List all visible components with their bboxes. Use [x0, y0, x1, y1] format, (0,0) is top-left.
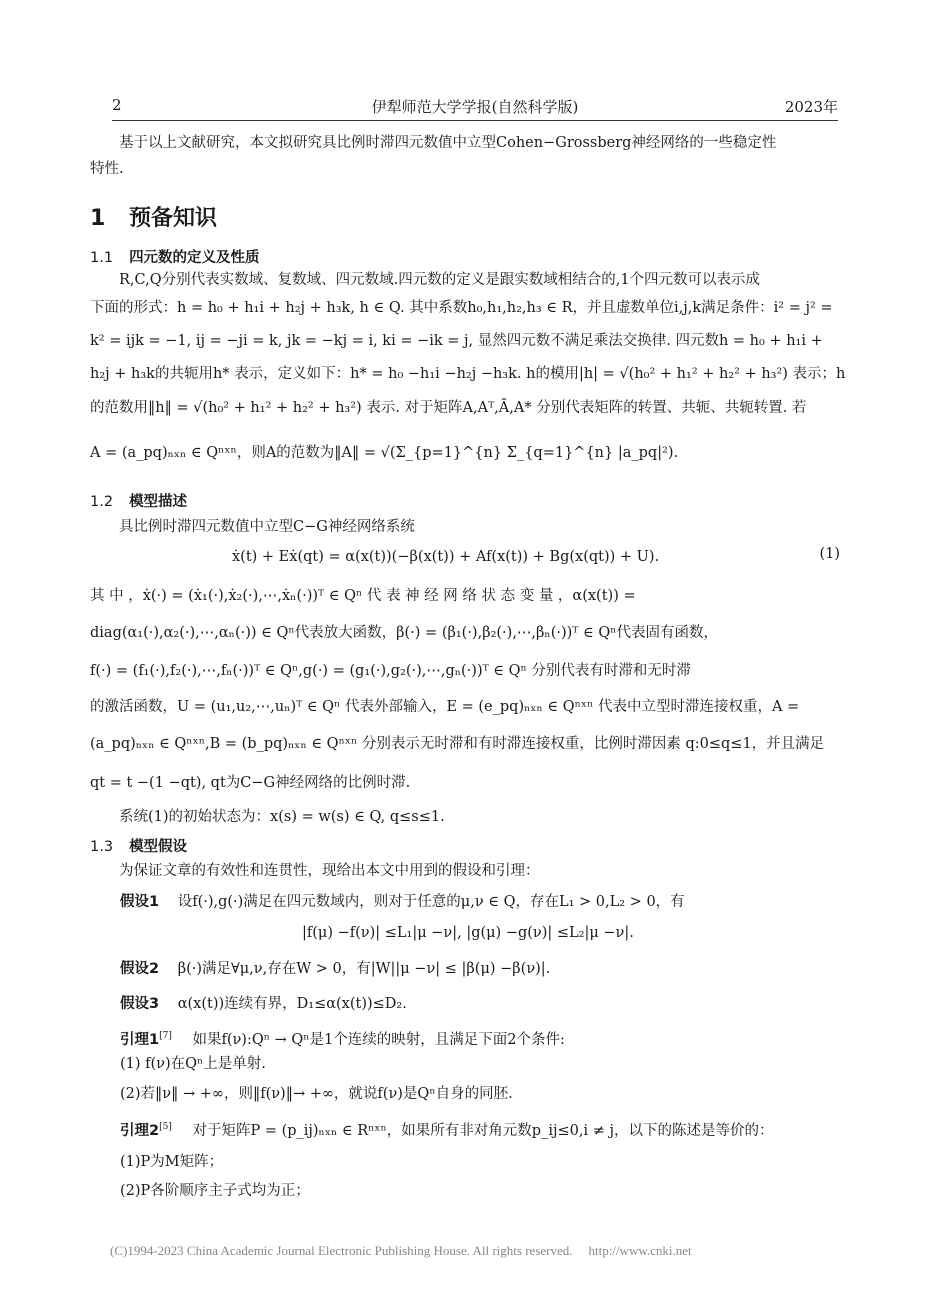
assumption-2	[90, 958, 860, 981]
lemma-2-condition-2: (2)P各阶顺序主子式均为正；	[120, 1183, 310, 1199]
model-line-4: 的激活函数，U = (u₁,u₂,⋯,uₙ)ᵀ ∈ Qⁿ 代表外部输入，E = (e_pq)ₙₓₙ ∈ Qⁿˣⁿ 代表中立型时滞连接权重，A =	[90, 699, 800, 715]
lemma-1-condition-2: (2)若‖ν‖ → +∞，则‖f(ν)‖→ +∞，就说f(ν)是Qⁿ自身的同胚.	[120, 1086, 513, 1102]
model-line-2: diag(α₁(·),α₂(·),⋯,αₙ(·)) ∈ Qⁿ代表放大函数，β(·) = (β₁(·),β₂(·),⋯,βₙ(·))ᵀ ∈ Qⁿ代表固有函数，	[90, 625, 718, 641]
lemma-2-citation: [5]	[159, 1122, 172, 1132]
lemma-2-label: 引理2	[120, 1122, 160, 1139]
assumption-1-formula: |f(μ) −f(ν)| ≤L₁|μ −ν|, |g(μ) −g(ν)| ≤L₂|μ −ν|.	[302, 925, 634, 941]
matrix-norm-line: A = (a_pq)ₙₓₙ ∈ Qⁿˣⁿ，则A的范数为‖A‖ = √(Σ_{p=1}^{n} Σ_{q=1}^{n} |a_pq|²).	[90, 445, 679, 461]
footer-url: http://www.cnki.net	[588, 1243, 692, 1258]
subsection-heading-1-2: 1.2 模型描述	[90, 494, 188, 510]
assumptions-intro: 为保证文章的有效性和连贯性，现给出本文中用到的假设和引理：	[119, 863, 540, 879]
equation-number: (1)	[819, 546, 840, 562]
assumption-2-label: 假设2	[120, 961, 160, 977]
assumption-1-text: 设f(·),g(·)满足在四元数域内，则对于任意的μ,ν ∈ Q，存在L₁ > 0,L₂ > 0，有	[177, 894, 685, 910]
lemma-1-citation: [7]	[159, 1031, 172, 1041]
lemma-1-label: 引理1	[120, 1031, 160, 1048]
assumption-1	[90, 891, 860, 914]
intro-line-2: 特性.	[90, 161, 124, 177]
footer-copyright: (C)1994-2023 China Academic Journal Electronic Publishing House. All rights reserved.	[110, 1243, 573, 1258]
assumption-3	[90, 993, 860, 1016]
quaternion-line-1: R,C,Q分别代表实数域、复数域、四元数域.四元数的定义是跟实数域相结合的,1个四元数可以表示成	[119, 272, 761, 288]
subsection-heading-1-3: 1.3 模型假设	[90, 839, 188, 855]
model-line-6: qt = t −(1 −qt), qt为C−G神经网络的比例时滞.	[90, 775, 411, 791]
lemma-2	[90, 1116, 860, 1143]
quaternion-line-2: 下面的形式：h = h₀ + h₁i + h₂j + h₃k, h ∈ Q. 其中系数h₀,h₁,h₂,h₃ ∈ R，并且虚数单位i,j,k满足条件：i² = j² =	[90, 300, 833, 316]
subsection-heading-1-1: 1.1 四元数的定义及性质	[90, 250, 260, 266]
quaternion-line-3: k² = ijk = −1, ij = −ji = k, jk = −kj = i, ki = −ik = j, 显然四元数不满足乘法交换律. 四元数h = h₀ + h₁i +	[90, 333, 823, 349]
assumption-3-text: α(x(t))连续有界，D₁≤α(x(t))≤D₂.	[177, 996, 407, 1012]
model-line-5: (a_pq)ₙₓₙ ∈ Qⁿˣⁿ,B = (b_pq)ₙₓₙ ∈ Qⁿˣⁿ 分别表示无时滞和有时滞连接权重，比例时滞因素 q:0≤q≤1，并且满足	[90, 736, 825, 752]
assumption-2-text: β(·)满足∀μ,ν,存在W > 0，有|W||μ −ν| ≤ |β(μ) −β(ν)|.	[177, 961, 551, 977]
initial-state: 系统(1)的初始状态为：x(s) = w(s) ∈ Q, q≤s≤1.	[119, 809, 445, 825]
journal-title: 伊犁师范大学学报(自然科学版)	[371, 98, 579, 116]
assumption-3-label: 假设3	[120, 996, 160, 1012]
model-equation: ẋ(t) + Eẋ(qt) = α(x(t))(−β(x(t)) + Af(x(t)) + Bg(x(qt)) + U).	[232, 549, 660, 565]
lemma-2-text: 对于矩阵P = (p_ij)ₙₓₙ ∈ Rⁿˣⁿ，如果所有非对角元数p_ij≤0,i ≠ j，以下的陈述是等价的：	[192, 1122, 774, 1139]
publication-year: 2023年	[784, 98, 838, 116]
intro-line-1: 基于以上文献研究，本文拟研究具比例时滞四元数值中立型Cohen−Grossberg神经网络的一些稳定性	[119, 135, 777, 151]
section-number: 1	[90, 206, 106, 231]
section-heading	[90, 201, 217, 232]
assumption-1-label: 假设1	[120, 894, 160, 910]
lemma-2-condition-1: (1)P为M矩阵；	[120, 1154, 224, 1170]
lemma-1	[90, 1025, 860, 1052]
section-title: 预备知识	[128, 206, 217, 231]
header-rule	[112, 120, 838, 121]
lemma-1-text: 如果f(ν):Qⁿ → Qⁿ是1个连续的映射，且满足下面2个条件:	[192, 1031, 565, 1048]
model-line-3: f(·) = (f₁(·),f₂(·),⋯,fₙ(·))ᵀ ∈ Qⁿ,g(·) = (g₁(·),g₂(·),⋯,gₙ(·))ᵀ ∈ Qⁿ 分别代表有时滞和无时滞	[90, 663, 691, 679]
cnki-footer	[110, 1243, 692, 1259]
model-intro: 具比例时滞四元数值中立型C−G神经网络系统	[119, 519, 415, 535]
page-number: 2	[112, 96, 122, 114]
quaternion-line-5: 的范数用‖h‖ = √(h₀² + h₁² + h₂² + h₃²) 表示. 对于矩阵A,Aᵀ,Ā,A* 分别代表矩阵的转置、共轭、共轭转置. 若	[90, 400, 807, 416]
lemma-1-condition-1: (1) f(ν)在Qⁿ上是单射.	[120, 1056, 266, 1072]
model-line-1: 其 中 ，ẋ(·) = (ẋ₁(·),ẋ₂(·),⋯,ẋₙ(·))ᵀ ∈ Qⁿ 代 表 神 经 网 络 状 态 变 量 ，α(x(t)) =	[90, 588, 636, 604]
quaternion-line-4: h₂j + h₃k的共轭用h* 表示，定义如下：h* = h₀ −h₁i −h₂j −h₃k. h的模用|h| = √(h₀² + h₁² + h₂² + h₃²) 表示；h	[90, 366, 846, 382]
